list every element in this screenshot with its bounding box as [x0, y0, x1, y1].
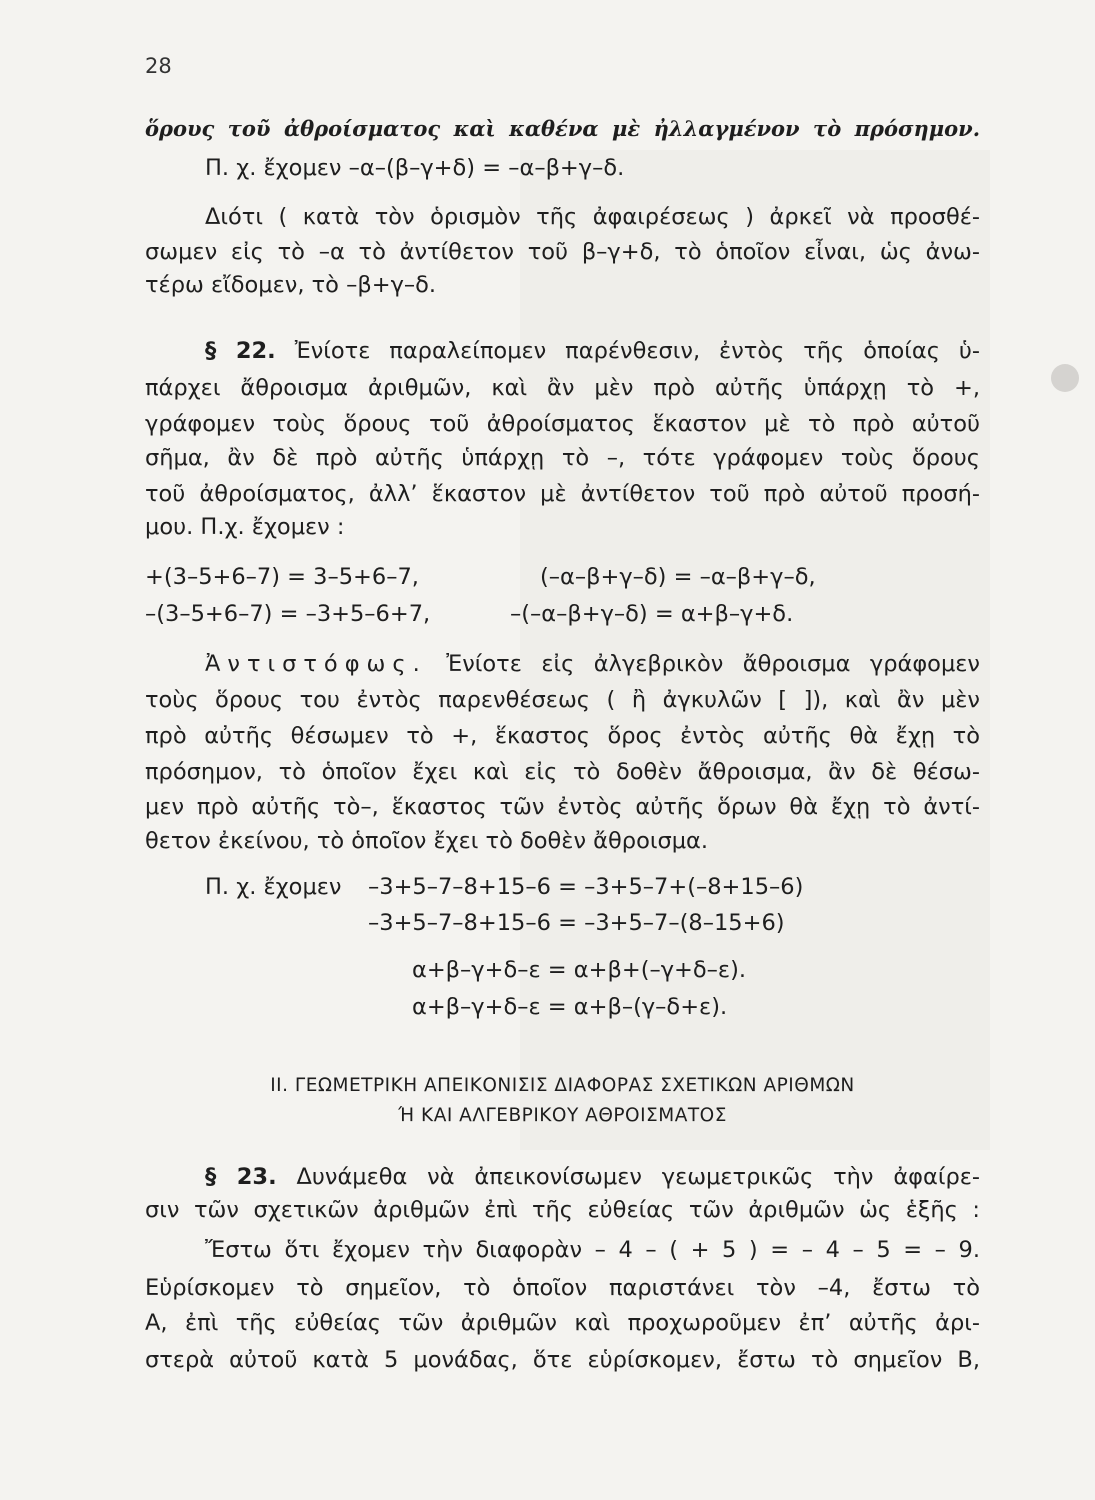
- text-line-2: Π. χ. ἔχομεν –α–(β–γ+δ) = –α–β+γ–δ.: [205, 155, 625, 181]
- equation-5: α+β–γ+δ–ε = α+β+(–γ+δ–ε).: [412, 957, 746, 983]
- text-line-11: μου. Π.χ. ἔχομεν :: [145, 514, 345, 540]
- paragraph-antistrofos-first-line: [205, 647, 980, 681]
- text-line-3: Διότι ( κατὰ τὸν ὁρισμὸν τῆς ἀφαιρέσεως ) ἀρκεῖ νὰ προσθέ-: [205, 204, 980, 230]
- equation-4: –3+5–7–8+15–6 = –3+5–7–(8–15+6): [368, 910, 785, 936]
- text-line-12: Ἐνίοτε εἰς ἀλγεβρικὸν ἄθροισμα γράφομεν: [446, 651, 980, 677]
- section-heading-line-2: Ή ΚΑΙ ΑΛΓΕΒΡΙΚΟΥ ΑΘΡΟΙΣΜΑΤΟΣ: [398, 1105, 727, 1126]
- section-heading-line-1: II. ΓΕΩΜΕΤΡΙΚΗ ΑΠΕΙΚΟΝΙΣΙΣ ΔΙΑΦΟΡΑΣ ΣΧΕΤΙΚΩΝ ΑΡΙΘΜΩΝ: [270, 1075, 855, 1096]
- equation-2b: –(–α–β+γ–δ) = α+β–γ+δ.: [510, 601, 794, 627]
- text-line-20: Ἔστω ὅτι ἔχομεν τὴν διαφορὰν – 4 – ( + 5 ) = – 4 – 5 = – 9.: [205, 1237, 980, 1263]
- text-line-21: Εὑρίσκομεν τὸ σημεῖον, τὸ ὁποῖον παριστάνει τὸν –4, ἔστω τὸ: [145, 1275, 980, 1301]
- text-line-9: σῆμα, ἂν δὲ πρὸ αὐτῆς ὑπάρχῃ τὸ –, τότε γράφομεν τοὺς ὅρους: [145, 445, 980, 471]
- page-number: 28: [145, 54, 172, 78]
- equation-3: –3+5–7–8+15–6 = –3+5–7+(–8+15–6): [368, 874, 804, 900]
- paragraph-23-first-line: [205, 1160, 980, 1194]
- text-line-7: πάρχει ἄθροισμα ἀριθμῶν, καὶ ἂν μὲν πρὸ αὐτῆς ὑπάρχῃ τὸ +,: [145, 375, 980, 401]
- paragraph-22-first-line: [205, 334, 980, 368]
- section-number-22: § 22.: [205, 338, 276, 364]
- text-line-17: θετον ἐκείνου, τὸ ὁποῖον ἔχει τὸ δοθὲν ἄθροισμα.: [145, 828, 709, 854]
- text-line-13: τοὺς ὅρους του ἐντὸς παρενθέσεως ( ἢ ἀγκυλῶν [ ]), καὶ ἂν μὲν: [145, 687, 980, 713]
- text-line-16: μεν πρὸ αὐτῆς τὸ–, ἕκαστος τῶν ἐντὸς αὐτῆς ὅρων θὰ ἔχῃ τὸ ἀντί-: [145, 794, 980, 820]
- text-line-10: τοῦ ἀθροίσματος, ἀλλ’ ἕκαστον μὲ ἀντίθετον τοῦ πρὸ αὐτοῦ προσή-: [145, 481, 980, 507]
- text-line-8: γράφομεν τοὺς ὅρους τοῦ ἀθροίσματος ἕκαστον μὲ τὸ πρὸ αὐτοῦ: [145, 411, 980, 437]
- text-line-18: Δυνάμεθα νὰ ἀπεικονίσωμεν γεωμετρικῶς τὴν ἀφαίρε-: [296, 1164, 981, 1190]
- equation-2a: –(3–5+6–7) = –3+5–6+7,: [145, 601, 431, 627]
- text-line-1: ὅρους τοῦ ἀθροίσματος καὶ καθένα μὲ ἠλλαγμένον τὸ πρόσημον.: [145, 116, 980, 141]
- equation-6: α+β–γ+δ–ε = α+β–(γ–δ+ε).: [412, 994, 728, 1020]
- text-line-15: πρόσημον, τὸ ὁποῖον ἔχει καὶ εἰς τὸ δοθὲν ἄθροισμα, ἂν δὲ θέσω-: [145, 759, 980, 785]
- text-line-4: σωμεν εἰς τὸ –α τὸ ἀντίθετον τοῦ β–γ+δ, τὸ ὁποῖον εἶναι, ὡς ἀνω-: [145, 239, 980, 265]
- antistrofos-label: Ἀντιστόφως.: [205, 651, 427, 677]
- equation-3-prefix: Π. χ. ἔχομεν: [205, 874, 342, 900]
- text-line-22: Α, ἐπὶ τῆς εὐθείας τῶν ἀριθμῶν καὶ προχωροῦμεν ἐπ’ αὐτῆς ἀρι-: [145, 1310, 980, 1336]
- text-line-6: Ἐνίοτε παραλείπομεν παρένθεσιν, ἐντὸς τῆς ὁποίας ὑ-: [294, 338, 981, 364]
- section-number-23: § 23.: [205, 1164, 277, 1190]
- text-line-5: τέρω εἴδομεν, τὸ –β+γ–δ.: [145, 272, 437, 298]
- equation-1b: (–α–β+γ–δ) = –α–β+γ–δ,: [540, 564, 816, 590]
- equation-1a: +(3–5+6–7) = 3–5+6–7,: [145, 564, 419, 590]
- text-line-14: πρὸ αὐτῆς θέσωμεν τὸ +, ἕκαστος ὅρος ἐντὸς αὐτῆς θὰ ἔχῃ τὸ: [145, 723, 980, 749]
- text-line-19: σιν τῶν σχετικῶν ἀριθμῶν ἐπὶ τῆς εὐθείας τῶν ἀριθμῶν ὡς ἑξῆς :: [145, 1197, 980, 1223]
- text-line-23: στερὰ αὐτοῦ κατὰ 5 μονάδας, ὅτε εὑρίσκομεν, ἔστω τὸ σημεῖον Β,: [145, 1347, 980, 1373]
